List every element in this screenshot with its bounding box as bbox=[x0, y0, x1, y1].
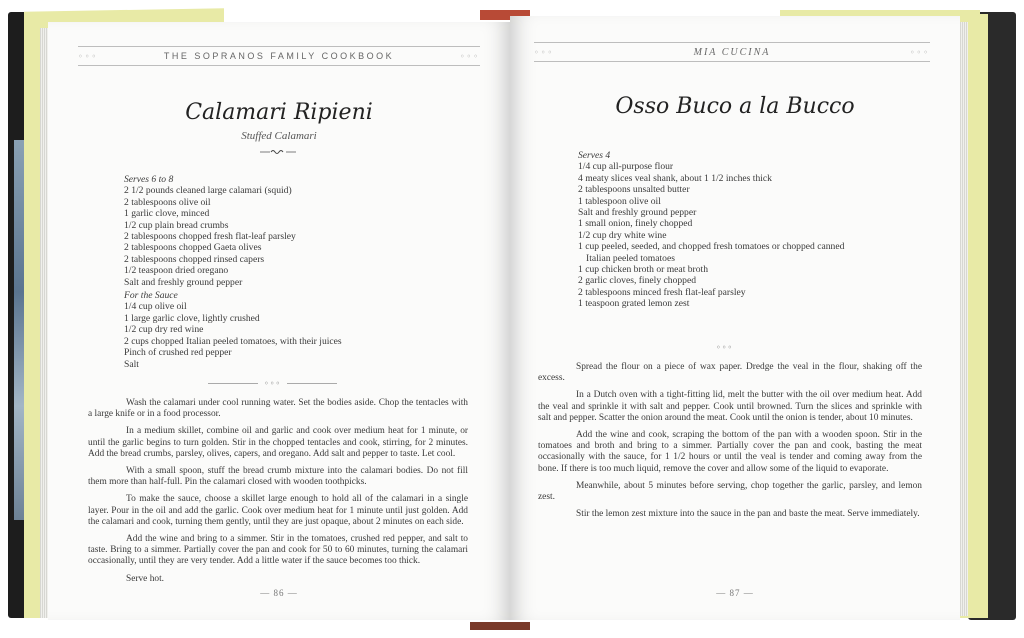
sauce-ingredient-item: 1/2 cup dry red wine bbox=[124, 324, 204, 336]
section-divider bbox=[710, 342, 739, 352]
page-number: — 86 — bbox=[260, 588, 298, 598]
sauce-ingredient-item: Salt bbox=[124, 358, 139, 370]
left-page bbox=[48, 22, 510, 620]
ingredient-item: Salt and freshly ground pepper bbox=[578, 207, 697, 219]
serves-line: Serves 6 to 8 bbox=[124, 174, 174, 185]
sauce-ingredient-item: 1/4 cup olive oil bbox=[124, 301, 187, 313]
ingredient-item: 1 cup peeled, seeded, and chopped fresh tomatoes or chopped canned bbox=[578, 241, 845, 253]
method-paragraph: In a medium skillet, combine oil and garlic and cook over medium heat for 1 minute, or until the garlic begins to turn golden. Stir in the chopped tentacles and cook, stirring, for 2 minutes. Add the bread crumbs, parsley, olives, capers, and oregano. Add salt and pepper to taste. Let cool. bbox=[88, 426, 468, 459]
method-paragraph: Meanwhile, about 5 minutes before serving, chop together the garlic, parsley, and lemon zest. bbox=[538, 480, 922, 503]
ingredient-item: 1 garlic clove, minced bbox=[124, 208, 210, 220]
ingredient-item: 1 cup chicken broth or meat broth bbox=[578, 264, 709, 276]
ingredient-item: 2 1/2 pounds cleaned large calamari (squid) bbox=[124, 185, 292, 197]
running-head-ornament-right: ◦◦◦ bbox=[459, 51, 480, 61]
divider-rule bbox=[208, 383, 258, 384]
sauce-heading: For the Sauce bbox=[124, 290, 178, 302]
ingredient-item: 2 tablespoons minced fresh flat-leaf parsley bbox=[578, 286, 746, 298]
method-paragraph: Stir the lemon zest mixture into the sauce in the pan and baste the meat. Serve immediately. bbox=[576, 509, 920, 520]
right-page bbox=[510, 16, 960, 620]
ingredient-item: 2 tablespoons unsalted butter bbox=[578, 184, 690, 196]
ingredient-item: 1/2 teaspoon dried oregano bbox=[124, 265, 229, 277]
ingredient-item: 2 tablespoons chopped rinsed capers bbox=[124, 253, 265, 265]
running-head-ornament-right: ◦◦◦ bbox=[909, 47, 930, 57]
ingredients-list bbox=[124, 174, 444, 370]
section-divider bbox=[208, 378, 337, 388]
divider-rule bbox=[287, 383, 337, 384]
ingredient-item: 2 tablespoons chopped fresh flat-leaf parsley bbox=[124, 231, 296, 243]
running-head-title: THE SOPRANOS FAMILY COOKBOOK bbox=[163, 51, 395, 61]
page-number: — 87 — bbox=[716, 588, 754, 598]
ingredient-item: 2 tablespoons olive oil bbox=[124, 196, 211, 208]
divider-ornament: ◦◦◦ bbox=[264, 378, 282, 388]
method-paragraph: With a small spoon, stuff the bread crumb mixture into the calamari bodies. Do not fill them more than half-full. Pin the calamari closed with wooden toothpicks. bbox=[88, 466, 468, 488]
ingredient-item-continued: Italian peeled tomatoes bbox=[586, 252, 675, 264]
ingredient-item: 4 meaty slices veal shank, about 1 1/2 inches thick bbox=[578, 172, 772, 184]
ingredient-item: 1 small onion, finely chopped bbox=[578, 218, 693, 230]
recipe-title: Osso Buco a la Bucco bbox=[615, 94, 855, 119]
flourish-ornament-icon bbox=[258, 148, 298, 156]
running-head-title: MIA CUCINA bbox=[693, 46, 771, 58]
ingredient-item: Salt and freshly ground pepper bbox=[124, 276, 243, 288]
method-paragraph: Add the wine and bring to a simmer. Stir in the tomatoes, crushed red pepper, and salt to taste. Bring to a simmer. Partially cover the pan and cook for 50 to 60 minutes, turning the calamari occasionally, until they are very tender. Add a little water if the sauce becomes too thick. bbox=[88, 534, 468, 567]
method-paragraph: Wash the calamari under cool running water. Set the bodies aside. Chop the tentacles with a large knife or in a food processor. bbox=[88, 398, 468, 420]
method-paragraph: To make the sauce, choose a skillet large enough to hold all of the calamari in a single layer. Pour in the oil and add the garlic. Cook over medium heat for 1 minute until just golden. Add the calamari and cook, turning them gently, until they are just opaque, about 2 minutes on each side. bbox=[88, 494, 468, 527]
sauce-ingredient-item: Pinch of crushed red pepper bbox=[124, 347, 232, 359]
ingredient-item: 1 teaspoon grated lemon zest bbox=[578, 298, 690, 310]
running-head bbox=[534, 42, 930, 62]
sauce-ingredient-item: 1 large garlic clove, lightly crushed bbox=[124, 312, 260, 324]
running-head bbox=[78, 46, 480, 66]
ingredient-item: 1/4 cup all-purpose flour bbox=[578, 161, 674, 173]
ingredient-item: 1 tablespoon olive oil bbox=[578, 195, 661, 207]
running-head-ornament-left: ◦◦◦ bbox=[534, 47, 555, 57]
ingredient-item: 1/2 cup dry white wine bbox=[578, 229, 667, 241]
method-paragraph: Add the wine and cook, scraping the bottom of the pan with a wooden spoon. Stir in the tomatoes and broth and bring to a simmer. Partially cover the pan and cook, basting the meat occasionally with the sauce, for 1 1/2 hours or until the veal is tender and coming away from the bone. If there is too much liquid, remove the cover and allow some of the liquid to evaporate. bbox=[538, 430, 922, 474]
running-head-ornament-left: ◦◦◦ bbox=[78, 51, 99, 61]
recipe-title: Calamari Ripieni bbox=[185, 100, 373, 125]
ingredient-item: 1/2 cup plain bread crumbs bbox=[124, 219, 229, 231]
ingredients-list bbox=[578, 150, 918, 310]
method-text bbox=[88, 398, 468, 591]
recipe-subtitle: Stuffed Calamari bbox=[241, 130, 317, 142]
serves-line: Serves 4 bbox=[578, 150, 611, 161]
ingredient-item: 2 tablespoons chopped Gaeta olives bbox=[124, 242, 262, 254]
method-text bbox=[538, 362, 922, 526]
method-paragraph: In a Dutch oven with a tight-fitting lid, melt the butter with the oil over medium heat. Add the veal and sprinkle it with salt and pepper. Cook until browned. Turn the slices and sprinkle with salt and pepper. Scatter the onion around the meat. Cook until the onion is tender, about 10 minutes. bbox=[538, 390, 922, 423]
sauce-ingredient-item: 2 cups chopped Italian peeled tomatoes, with their juices bbox=[124, 335, 342, 347]
method-paragraph: Spread the flour on a piece of wax paper. Dredge the veal in the flour, shaking off the excess. bbox=[538, 362, 922, 384]
method-paragraph: Serve hot. bbox=[126, 573, 165, 584]
divider-ornament: ◦◦◦ bbox=[716, 342, 734, 352]
ingredient-item: 2 garlic cloves, finely chopped bbox=[578, 275, 697, 287]
spine-tailband bbox=[470, 622, 530, 630]
